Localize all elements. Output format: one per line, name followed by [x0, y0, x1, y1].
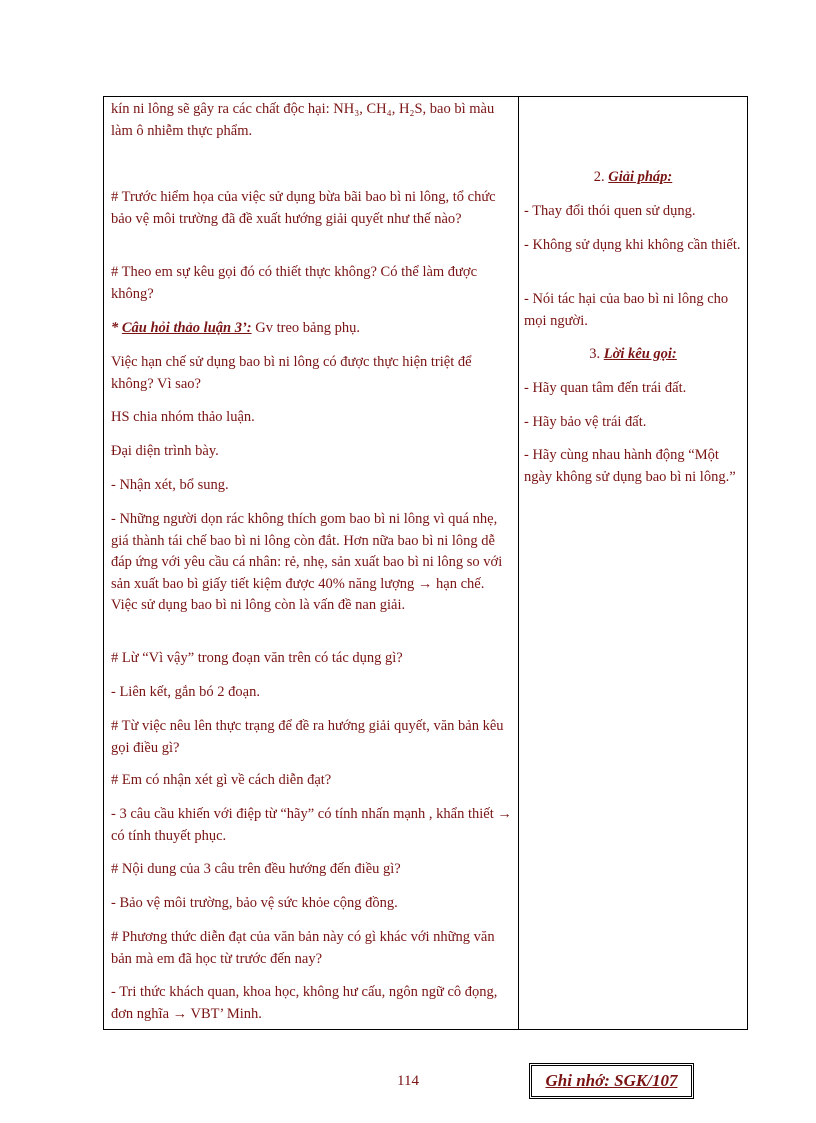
question: # Theo em sự kêu gọi đó có thiết thực không? Có thể làm được không? [111, 264, 478, 302]
question: # Từ việc nêu lên thực trạng để đề ra hướng giải quyết, văn bản kêu gọi điều gì? [111, 718, 504, 756]
page-number: 114 [397, 1073, 419, 1089]
answer: - Tri thức khách quan, khoa học, không hư cấu, ngôn ngữ cô đọng, đơn nghĩa → VBT’ Minh. [111, 984, 498, 1022]
solution-item: - Không sử dụng khi không cần thiết. [524, 237, 741, 253]
section-2-heading: Giải pháp: [608, 169, 673, 185]
question: # Em có nhận xét gì về cách diễn đạt? [111, 772, 332, 788]
paragraph: Việc hạn chế sử dụng bao bì ni lông có được thực hiện triệt để không? Vì sao? [111, 354, 472, 392]
solution-item: - Nói tác hại của bao bì ni lông cho mọi người. [524, 291, 729, 329]
appeal-item: - Hãy bảo vệ trái đất. [524, 414, 647, 430]
question: # Trước hiểm họa của việc sử dụng bừa bãi bao bì ni lông, tổ chức bảo vệ môi trường đã đề xuất hướng giải quyết như thế nào? [111, 189, 496, 227]
section-3-title [524, 344, 742, 366]
answer: - 3 câu cầu khiến với điệp từ “hãy” có tính nhấn mạnh , khẩn thiết → có tính thuyết phục. [111, 806, 512, 844]
section-2-title [524, 167, 742, 189]
section-3-heading: Lời kêu gọi: [603, 346, 677, 362]
appeal-item: - Hãy cùng nhau hành động “Một ngày không sử dụng bao bì ni lông.” [524, 447, 736, 485]
paragraph: HS chia nhóm thảo luận. [111, 409, 255, 425]
section-3-number: 3. [589, 346, 604, 362]
solution-item: - Thay đổi thói quen sử dụng. [524, 203, 696, 219]
note-box [529, 1063, 694, 1099]
question: # Nội dung của 3 câu trên đều hướng đến điều gì? [111, 861, 401, 877]
appeal-item: - Hãy quan tâm đến trái đất. [524, 380, 687, 396]
question: # Lừ “Vì vậy” trong đoạn văn trên có tác dụng gì? [111, 650, 403, 666]
answer: - Bảo vệ môi trường, bảo vệ sức khỏe cộng đồng. [111, 895, 398, 911]
answer: - Nhận xét, bổ sung. [111, 477, 229, 493]
discussion-prefix: * [111, 320, 122, 336]
lesson-table [103, 96, 748, 1030]
answer: - Những người dọn rác không thích gom bao bì ni lông vì quá nhẹ, giá thành tái chế bao bì ni lông còn đắt. Hơn nữa bao bì ni lông dễ đáp ứng với yêu cầu cá nhân: rẻ, nhẹ, sản xuất bao bì ni lông so với sản xuất bao bì giấy tiết kiệm được 40% năng lượng → hạn chế. Việc sử dụng bao bì ni lông còn là vấn đề nan giải. [111, 511, 503, 613]
discussion-heading-line [111, 318, 513, 340]
paragraph: kín ni lông sẽ gây ra các chất độc hại: NH₃, CH₄, H₂S, bao bì màu làm ô nhiễm thực phẩm. [111, 101, 495, 139]
question: # Phương thức diễn đạt của văn bản này có gì khác với những văn bản mà em đã học từ trước đến nay? [111, 929, 495, 967]
paragraph: Đại diện trình bày. [111, 443, 219, 459]
answer: - Liên kết, gắn bó 2 đoạn. [111, 684, 260, 700]
note-label: Ghi nhớ: SGK/107 [545, 1071, 678, 1090]
column-divider [518, 97, 519, 1029]
discussion-heading: Câu hỏi thảo luận 3’: [121, 320, 252, 336]
discussion-instruction: Gv treo bảng phụ. [255, 320, 360, 336]
section-2-number: 2. [593, 169, 609, 185]
